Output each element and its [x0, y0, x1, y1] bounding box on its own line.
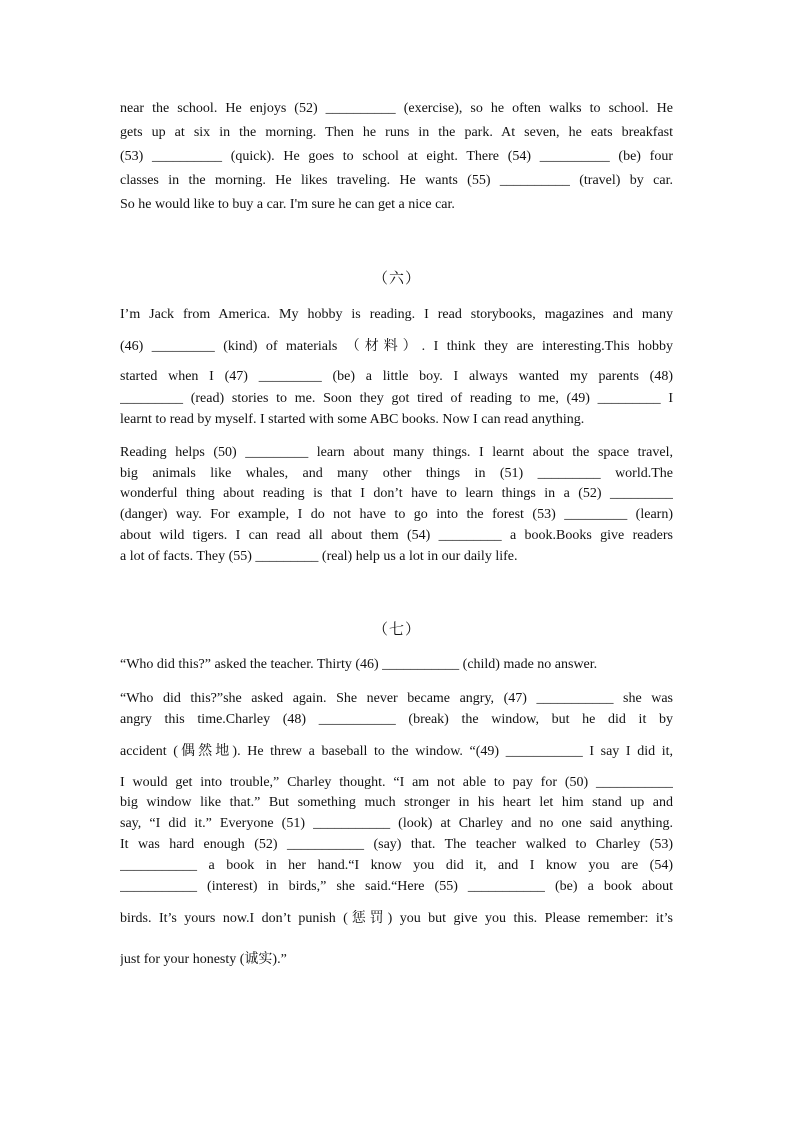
- passage-line: (danger) way. For example, I do not have to go into the forest (53) _________ (learn): [120, 507, 673, 522]
- passage-line: just for your honesty (诚实).”: [120, 952, 287, 967]
- passage-line: Reading helps (50) _________ learn about many things. I learnt about the space travel,: [120, 445, 673, 460]
- passage-line: gets up at six in the morning. Then he runs in the park. At seven, he eats breakfast: [120, 125, 673, 140]
- passage-line: learnt to read by myself. I started with some ABC books. Now I can read anything.: [120, 412, 585, 427]
- passage-line: angry this time.Charley (48) ___________ (break) the window, but he did it by: [120, 712, 673, 727]
- passage-line: accident (偶然地). He threw a baseball to the window. “(49) ___________ I say I did it,: [120, 744, 673, 759]
- passage-line: ___________ (interest) in birds,” she said.“Here (55) ___________ (be) a book about: [120, 879, 673, 894]
- passage-line: So he would like to buy a car. I'm sure he can get a nice car.: [120, 197, 455, 212]
- passage-line: a lot of facts. They (55) _________ (real) help us a lot in our daily life.: [120, 549, 518, 564]
- passage-line: classes in the morning. He likes traveling. He wants (55) __________ (travel) by car.: [120, 173, 673, 188]
- passage-line: I’m Jack from America. My hobby is reading. I read storybooks, magazines and many: [120, 307, 673, 322]
- passage-line: “Who did this?”she asked again. She never became angry, (47) ___________ she was: [120, 691, 673, 706]
- passage-line: big animals like whales, and many other things in (51) _________ world.The: [120, 466, 673, 481]
- passage-line: big window like that.” But something much stronger in his heart let him stand up and: [120, 795, 673, 810]
- passage-line: say, “I did it.” Everyone (51) ___________ (look) at Charley and no one said anything.: [120, 816, 673, 831]
- passage-line: _________ (read) stories to me. Soon they got tired of reading to me, (49) _________ I: [120, 391, 673, 406]
- passage-line: (46) _________ (kind) of materials （材料）. I think they are interesting.This hobby: [120, 339, 673, 354]
- passage-line: near the school. He enjoys (52) __________ (exercise), so he often walks to school. He: [120, 101, 673, 116]
- passage-line: I would get into trouble,” Charley thought. “I am not able to pay for (50) ___________: [120, 775, 673, 790]
- passage-line: started when I (47) _________ (be) a little boy. I always wanted my parents (48): [120, 369, 673, 384]
- passage-line: (53) __________ (quick). He goes to school at eight. There (54) __________ (be) four: [120, 149, 673, 164]
- passage-line: “Who did this?” asked the teacher. Thirty (46) ___________ (child) made no answer.: [120, 657, 598, 672]
- passage-line: birds. It’s yours now.I don’t punish (惩罚) you but give you this. Please remember: it’s: [120, 911, 673, 926]
- section-7-heading: （七）: [372, 620, 421, 638]
- passage-line: about wild tigers. I can read all about them (54) _________ a book.Books give readers: [120, 528, 673, 543]
- passage-line: It was hard enough (52) ___________ (say) that. The teacher walked to Charley (53): [120, 837, 673, 852]
- passage-line: ___________ a book in her hand.“I know you did it, and I know you are (54): [120, 858, 673, 873]
- section-6-heading: （六）: [372, 269, 421, 287]
- passage-line: wonderful thing about reading is that I don’t have to learn things in a (52) _________: [120, 486, 673, 501]
